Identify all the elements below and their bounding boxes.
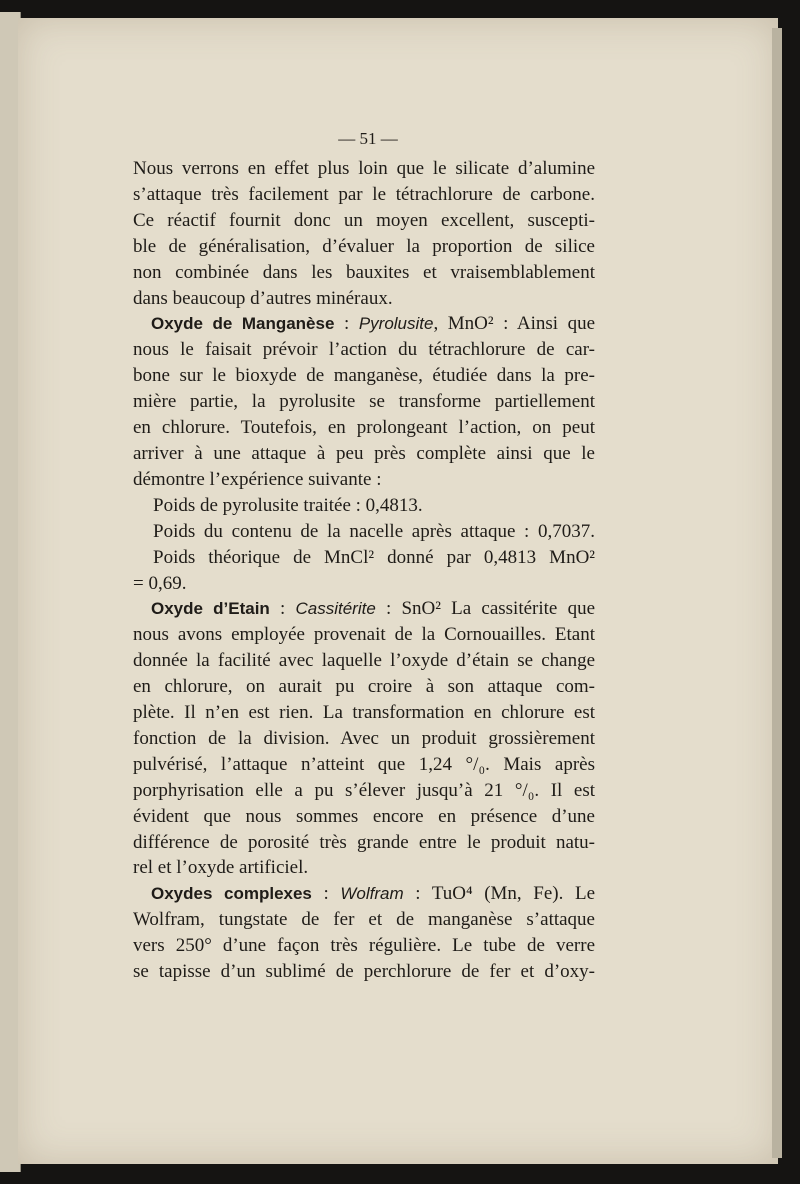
- text-line: mière partie, la pyrolusite se transforme partiellement: [133, 391, 595, 413]
- text-line: fonction de la division. Avec un produit grossièrement: [133, 727, 595, 749]
- measurement-line: Poids du contenu de la nacelle après attaque : 0,7037.: [153, 520, 595, 542]
- separator: :: [269, 598, 296, 620]
- separator: :: [311, 883, 341, 905]
- formula-text: : TuO⁴ (Mn, Fe). Le: [403, 883, 595, 905]
- text-line: en chlorure. Toutefois, en prolongeant l’action, on peut: [133, 417, 595, 439]
- text-line: pulvérisé, l’attaque n’atteint que 1,24 °/₀. Mais après: [133, 753, 595, 775]
- page-number: — 51 —: [338, 129, 398, 148]
- text-line: en chlorure, on aurait pu croire à son attaque com-: [133, 676, 595, 698]
- text-line: Wolfram, tungstate de fer et de manganèse s’attaque: [133, 909, 595, 931]
- text-line: différence de porosité très grande entre le produit natu-: [133, 831, 595, 853]
- measurement-line: Poids de pyrolusite traitée : 0,4813.: [153, 494, 423, 516]
- mineral-name: Pyrolusite: [358, 314, 434, 334]
- separator: :: [334, 313, 359, 335]
- text-line: [133, 596, 595, 622]
- section-heading: Oxyde de Manganèse: [151, 314, 335, 334]
- measurement-line: Poids théorique de MnCl² donné par 0,4813 MnO²: [153, 546, 595, 568]
- measurement-list: [133, 493, 595, 597]
- text-line: s’attaque très facilement par le tétrachlorure de carbone.: [133, 183, 595, 205]
- text-line: démontre l’expérience suivante :: [133, 468, 382, 490]
- page-text: [133, 126, 595, 985]
- text-line: [133, 881, 595, 907]
- text-line: [133, 311, 595, 337]
- formula-text: : SnO² La cassitérite que: [375, 598, 595, 620]
- mineral-name: Wolfram: [340, 884, 404, 904]
- section-heading: Oxyde d’Etain: [151, 599, 270, 619]
- text-line: bone sur le bioxyde de manganèse, étudiée dans la pre-: [133, 365, 595, 387]
- text-line: dans beaucoup d’autres minéraux.: [133, 287, 393, 309]
- text-line: porphyrisation elle a pu s’élever jusqu’à 21 °/₀. Il est: [133, 779, 595, 801]
- text-line: plète. Il n’en est rien. La transformation en chlorure est: [133, 702, 595, 724]
- text-line: arriver à une attaque à peu près complète ainsi que le: [133, 442, 595, 464]
- text-line: nous avons employée provenait de la Cornouailles. Etant: [133, 624, 595, 646]
- text-line: vers 250° d’une façon très régulière. Le tube de verre: [133, 935, 595, 957]
- measurement-line: = 0,69.: [133, 572, 187, 594]
- paragraph-manganese: [133, 311, 595, 492]
- text-line: nous le faisait prévoir l’action du tétrachlorure de car-: [133, 339, 595, 361]
- paragraph-complex-oxides: [133, 881, 595, 985]
- mineral-name: Cassitérite: [295, 599, 376, 619]
- page-edge: [772, 28, 782, 1158]
- text-line: ble de généralisation, d’évaluer la proportion de silice: [133, 235, 595, 257]
- text-line: Nous verrons en effet plus loin que le silicate d’alumine: [133, 158, 595, 179]
- text-line: Ce réactif fournit donc un moyen excellent, suscepti-: [133, 209, 595, 231]
- text-line: non combinée dans les bauxites et vraisemblablement: [133, 261, 595, 283]
- paragraph-tin-oxide: [133, 596, 595, 881]
- text-line: donnée la facilité avec laquelle l’oxyde d’étain se change: [133, 650, 595, 672]
- formula-text: , MnO² : Ainsi que: [433, 313, 595, 335]
- text-line: se tapisse d’un sublimé de perchlorure de fer et d’oxy-: [133, 961, 595, 983]
- text-line: évident que nous sommes encore en présence d’une: [133, 805, 595, 827]
- paragraph-silicate: [133, 156, 595, 311]
- section-heading: Oxydes complexes: [151, 884, 312, 904]
- text-line: rel et l’oxyde artificiel.: [133, 857, 309, 879]
